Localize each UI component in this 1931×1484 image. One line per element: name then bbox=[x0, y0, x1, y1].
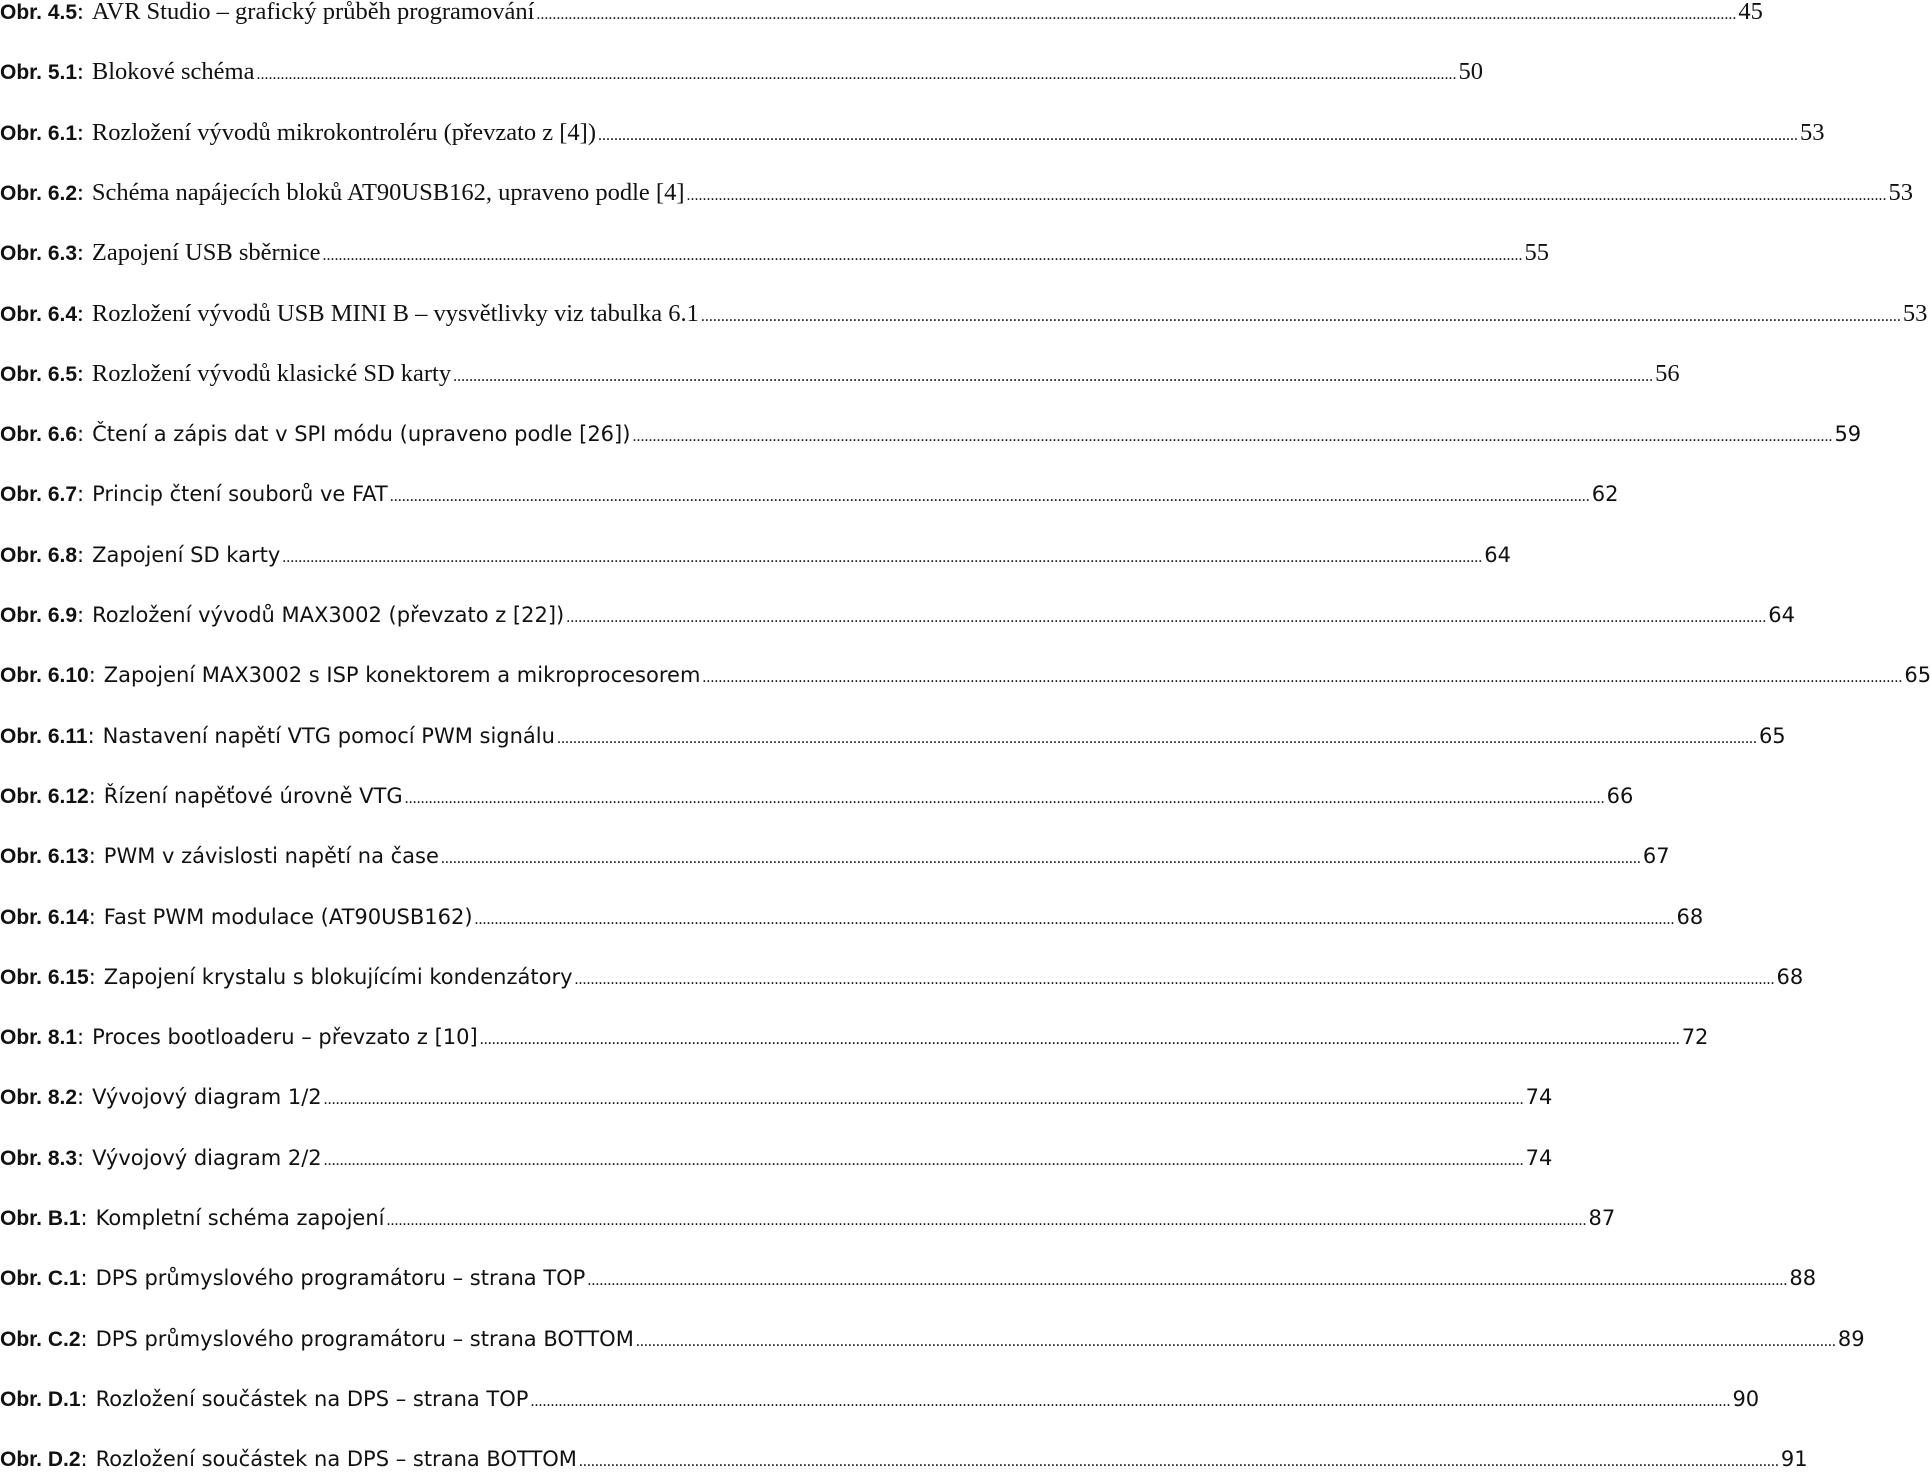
toc-entry[interactable] bbox=[0, 1082, 1553, 1122]
figure-number: Obr. 6.4 bbox=[0, 302, 78, 326]
figure-number-separator: : bbox=[80, 1326, 88, 1351]
page-number: 56 bbox=[1655, 359, 1680, 387]
toc-entry[interactable] bbox=[0, 57, 1483, 97]
dot-leader: ............................................................................................................................................................................................................................................................................................................ bbox=[386, 1212, 1587, 1229]
toc-entry[interactable] bbox=[0, 419, 1862, 459]
figure-title: Schéma napájecích bloků AT90USB162, upraveno podle [4] bbox=[91, 178, 685, 206]
figure-number-separator: : bbox=[77, 299, 84, 327]
page-number: 87 bbox=[1588, 1206, 1616, 1230]
figure-number: Obr. C.1 bbox=[0, 1267, 81, 1291]
page-number: 90 bbox=[1732, 1386, 1760, 1411]
figure-number-separator: : bbox=[77, 178, 84, 206]
page-number: 74 bbox=[1525, 1085, 1553, 1110]
figure-number-separator: : bbox=[77, 118, 84, 146]
figure-number: Obr. 6.12 bbox=[0, 784, 89, 808]
figure-number: Obr. 8.3 bbox=[0, 1146, 78, 1170]
toc-entry[interactable] bbox=[0, 1203, 1616, 1243]
page-number: 72 bbox=[1681, 1025, 1709, 1050]
dot-leader: ............................................................................................................................................................................................................................................................................................................ bbox=[702, 669, 1903, 687]
figure-number: Obr. 6.2 bbox=[0, 181, 78, 205]
toc-entry[interactable] bbox=[0, 660, 1931, 700]
toc-entry[interactable] bbox=[0, 721, 1786, 761]
page-number: 53 bbox=[1800, 118, 1825, 146]
figure-number: Obr. 6.6 bbox=[0, 423, 78, 447]
page-number: 88 bbox=[1789, 1266, 1817, 1291]
figure-title: Nastavení napětí VTG pomocí PWM signálu bbox=[102, 723, 555, 748]
page-number: 50 bbox=[1458, 58, 1483, 86]
dot-leader: ............................................................................................................................................................................................................................................................................................................ bbox=[453, 367, 1654, 385]
dot-leader: ............................................................................................................................................................................................................................................................................................................ bbox=[323, 1151, 1524, 1169]
figure-number: Obr. 6.10 bbox=[0, 664, 89, 688]
toc-entry[interactable] bbox=[0, 962, 1804, 1002]
figure-number-separator: : bbox=[77, 482, 85, 507]
figure-number: Obr. 6.3 bbox=[0, 242, 78, 266]
dot-leader: ............................................................................................................................................................................................................................................................................................................ bbox=[440, 850, 1641, 868]
dot-leader: ............................................................................................................................................................................................................................................................................................................ bbox=[322, 247, 1523, 265]
figure-number: Obr. 6.1 bbox=[0, 121, 78, 145]
toc-entry[interactable] bbox=[0, 540, 1511, 580]
figure-number-separator: : bbox=[77, 359, 84, 387]
page-number: 68 bbox=[1676, 904, 1704, 929]
toc-entry[interactable] bbox=[0, 299, 1928, 339]
figure-number-separator: : bbox=[88, 844, 96, 869]
toc-entry[interactable] bbox=[0, 178, 1913, 218]
page-number: 89 bbox=[1837, 1326, 1865, 1351]
figure-number: Obr. 5.1 bbox=[0, 61, 78, 85]
toc-entry[interactable] bbox=[0, 1022, 1709, 1062]
page-number: 67 bbox=[1642, 844, 1670, 869]
dot-leader: ............................................................................................................................................................................................................................................................................................................ bbox=[530, 1392, 1731, 1410]
figure-number-separator: : bbox=[80, 1386, 88, 1411]
page-number: 64 bbox=[1768, 603, 1795, 627]
figure-number-separator: : bbox=[88, 663, 96, 688]
figure-title: Proces bootloaderu – převzato z [10] bbox=[92, 1025, 478, 1050]
page-number: 68 bbox=[1776, 964, 1804, 989]
figure-number-separator: : bbox=[88, 904, 96, 929]
toc-entry[interactable] bbox=[0, 1324, 1865, 1364]
dot-leader: ............................................................................................................................................................................................................................................................................................................ bbox=[389, 488, 1590, 506]
figure-number-separator: : bbox=[77, 0, 84, 25]
figure-title: Kompletní schéma zapojení bbox=[95, 1206, 385, 1230]
figure-number-separator: : bbox=[77, 1145, 85, 1170]
toc-entry[interactable] bbox=[0, 359, 1680, 399]
dot-leader: ............................................................................................................................................................................................................................................................................................................ bbox=[536, 6, 1737, 23]
dot-leader: ............................................................................................................................................................................................................................................................................................................ bbox=[256, 66, 1457, 84]
dot-leader: ............................................................................................................................................................................................................................................................................................................ bbox=[578, 1453, 1779, 1471]
dot-leader: ............................................................................................................................................................................................................................................................................................................ bbox=[323, 1091, 1524, 1109]
page-number: 65 bbox=[1904, 663, 1931, 688]
figure-number: Obr. 6.14 bbox=[0, 905, 89, 929]
dot-leader: ............................................................................................................................................................................................................................................................................................................ bbox=[700, 307, 1901, 325]
figure-title: Vývojový diagram 1/2 bbox=[92, 1085, 322, 1110]
figure-title: Rozložení součástek na DPS – strana TOP bbox=[95, 1386, 529, 1411]
figure-number: Obr. 8.2 bbox=[0, 1086, 78, 1110]
figure-number: Obr. D.1 bbox=[0, 1387, 81, 1411]
toc-entry[interactable] bbox=[0, 1143, 1553, 1183]
figure-number: Obr. 6.5 bbox=[0, 362, 78, 386]
figure-number-separator: : bbox=[77, 239, 84, 267]
figure-number-separator: : bbox=[77, 1085, 85, 1110]
dot-leader: ............................................................................................................................................................................................................................................................................................................ bbox=[566, 609, 1767, 626]
dot-leader: ............................................................................................................................................................................................................................................................................................................ bbox=[404, 789, 1605, 807]
figure-number-separator: : bbox=[87, 723, 95, 748]
dot-leader: ............................................................................................................................................................................................................................................................................................................ bbox=[474, 910, 1675, 928]
figure-number: Obr. B.1 bbox=[0, 1207, 81, 1230]
figure-title: Zapojení krystalu s blokujícími kondenzátory bbox=[103, 964, 573, 989]
figure-number: Obr. 8.1 bbox=[0, 1026, 78, 1050]
page-number: 64 bbox=[1484, 542, 1511, 567]
figure-number-separator: : bbox=[80, 1206, 88, 1230]
figure-number: Obr. 6.8 bbox=[0, 543, 78, 567]
toc-entry[interactable] bbox=[0, 781, 1634, 821]
figure-title: Rozložení vývodů klasické SD karty bbox=[91, 359, 452, 387]
figure-title: Blokové schéma bbox=[91, 58, 255, 86]
dot-leader: ............................................................................................................................................................................................................................................................................................................ bbox=[282, 548, 1483, 566]
figure-number: Obr. 6.9 bbox=[0, 604, 78, 627]
figure-number-separator: : bbox=[80, 1447, 88, 1472]
figure-title: PWM v závislosti napětí na čase bbox=[103, 844, 439, 869]
page-number: 53 bbox=[1902, 299, 1928, 327]
page-number: 62 bbox=[1591, 482, 1619, 507]
dot-leader: ............................................................................................................................................................................................................................................................................................................ bbox=[598, 126, 1798, 144]
toc-entry[interactable] bbox=[0, 1444, 1808, 1484]
figure-title: Čtení a zápis dat v SPI módu (upraveno podle [26]) bbox=[92, 422, 631, 447]
dot-leader: ............................................................................................................................................................................................................................................................................................................ bbox=[587, 1272, 1788, 1290]
figure-title: Princip čtení souborů ve FAT bbox=[92, 482, 388, 507]
toc-entry[interactable] bbox=[0, 902, 1704, 942]
toc-entry[interactable] bbox=[0, 238, 1549, 278]
figure-number: Obr. 6.7 bbox=[0, 483, 78, 507]
page-number: 53 bbox=[1888, 178, 1913, 206]
figure-title: Fast PWM modulace (AT90USB162) bbox=[103, 904, 473, 929]
figure-number: Obr. 6.11 bbox=[0, 724, 88, 748]
figure-number: Obr. D.2 bbox=[0, 1448, 81, 1472]
figure-number-separator: : bbox=[80, 1266, 88, 1291]
page-number: 55 bbox=[1524, 239, 1549, 267]
figure-number-separator: : bbox=[88, 964, 96, 989]
figure-number-separator: : bbox=[77, 422, 85, 447]
dot-leader: ............................................................................................................................................................................................................................................................................................................ bbox=[686, 186, 1887, 204]
dot-leader: ............................................................................................................................................................................................................................................................................................................ bbox=[635, 1332, 1836, 1350]
page-number: 59 bbox=[1834, 422, 1862, 447]
toc-entry[interactable] bbox=[0, 1263, 1817, 1303]
figure-title: Zapojení USB sběrnice bbox=[91, 239, 321, 267]
figure-title: Vývojový diagram 2/2 bbox=[92, 1145, 322, 1170]
page-number: 91 bbox=[1780, 1447, 1808, 1472]
dot-leader: ............................................................................................................................................................................................................................................................................................................ bbox=[479, 1031, 1680, 1049]
figure-title: DPS průmyslového programátoru – strana BOTTOM bbox=[95, 1326, 634, 1351]
toc-entry[interactable] bbox=[0, 0, 1763, 37]
toc-entry[interactable] bbox=[0, 600, 1795, 640]
figure-number-separator: : bbox=[88, 783, 96, 808]
figure-title: Řízení napěťové úrovně VTG bbox=[103, 783, 403, 808]
figure-number: Obr. 4.5 bbox=[0, 1, 78, 24]
figure-title: Zapojení SD karty bbox=[92, 542, 281, 567]
figure-number-separator: : bbox=[77, 603, 85, 627]
figure-number-separator: : bbox=[77, 1025, 85, 1050]
figure-title: DPS průmyslového programátoru – strana TOP bbox=[95, 1266, 586, 1291]
figure-title: Rozložení vývodů USB MINI B – vysvětlivky viz tabulka 6.1 bbox=[91, 299, 699, 327]
figure-number-separator: : bbox=[77, 542, 85, 567]
toc-entry[interactable] bbox=[0, 841, 1670, 881]
page-number: 66 bbox=[1606, 783, 1634, 808]
figure-title: Rozložení vývodů MAX3002 (převzato z [22]) bbox=[92, 603, 565, 627]
figure-number: Obr. C.2 bbox=[0, 1327, 81, 1351]
toc-entry[interactable] bbox=[0, 1384, 1760, 1424]
dot-leader: ............................................................................................................................................................................................................................................................................................................ bbox=[574, 970, 1775, 988]
figure-title: Rozložení vývodů mikrokontroléru (převzato z [4]) bbox=[91, 118, 596, 146]
figure-title: Zapojení MAX3002 s ISP konektorem a mikroprocesorem bbox=[103, 663, 701, 688]
dot-leader: ............................................................................................................................................................................................................................................................................................................ bbox=[632, 428, 1833, 446]
page-number: 45 bbox=[1738, 0, 1763, 25]
figure-title: Rozložení součástek na DPS – strana BOTTOM bbox=[95, 1447, 577, 1472]
toc-entry[interactable] bbox=[0, 118, 1825, 158]
figure-number: Obr. 6.15 bbox=[0, 965, 89, 989]
figure-number-separator: : bbox=[77, 58, 84, 86]
dot-leader: ............................................................................................................................................................................................................................................................................................................ bbox=[556, 729, 1757, 747]
page-number: 74 bbox=[1525, 1145, 1553, 1170]
page-number: 65 bbox=[1758, 723, 1786, 748]
figure-title: AVR Studio – grafický průběh programování bbox=[91, 0, 535, 25]
toc-entry[interactable] bbox=[0, 479, 1619, 519]
figure-number: Obr. 6.13 bbox=[0, 845, 89, 869]
